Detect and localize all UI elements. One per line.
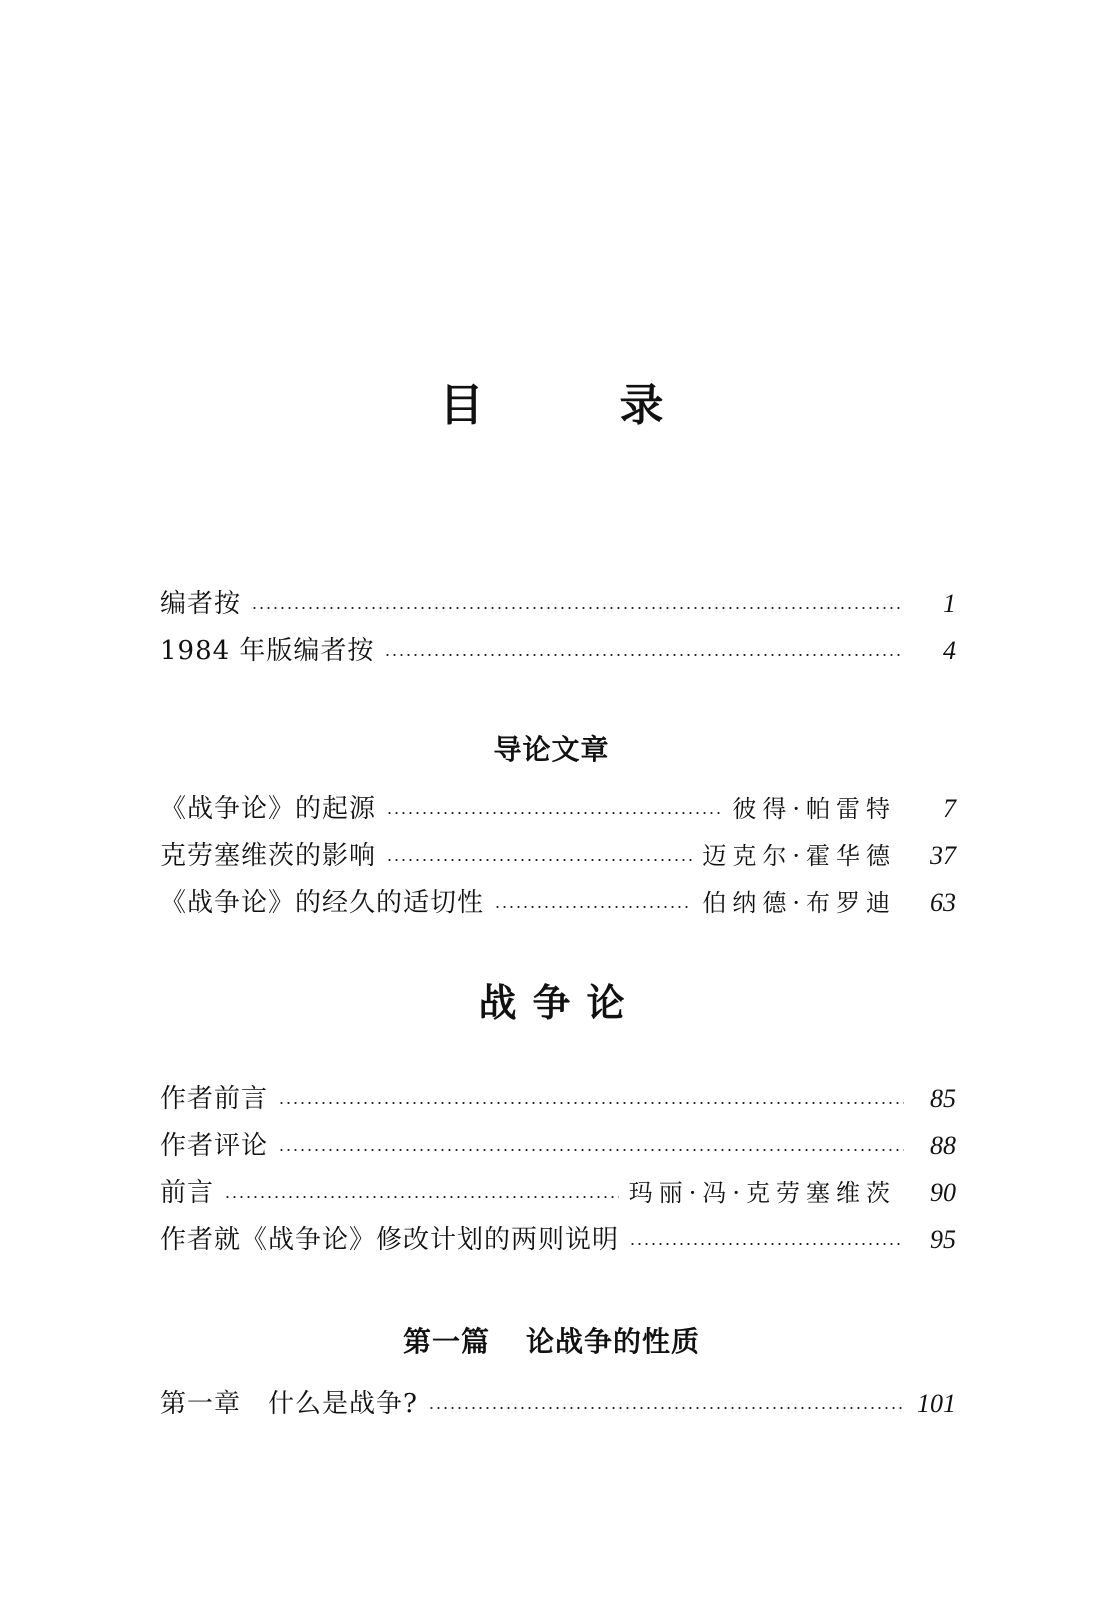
toc-entry-page: 63	[930, 888, 956, 917]
intro-section-heading: 导论文章	[493, 733, 610, 766]
dot-leader	[251, 607, 904, 609]
dot-leader	[494, 906, 692, 908]
toc-entry-author: 伯纳德·布罗迪	[702, 889, 896, 917]
toc-entry-author: 迈克尔·霍华德	[702, 842, 896, 870]
dot-leader	[386, 812, 722, 814]
toc-entry-title: 克劳塞维茨的影响	[160, 841, 377, 871]
toc-entry-page: 101	[917, 1389, 956, 1418]
part-heading	[0, 1322, 1103, 1362]
toc-entry-title: 1984 年版编者按	[160, 636, 375, 666]
toc-entry[interactable]	[160, 785, 956, 832]
toc-entry[interactable]	[160, 580, 956, 627]
toc-entry-page: 90	[930, 1178, 956, 1207]
toc-entry-page: 88	[930, 1131, 956, 1160]
toc-entry-title: 第一章 什么是战争?	[160, 1389, 418, 1419]
toc-entry[interactable]	[160, 832, 956, 879]
toc-entry-author: 玛丽·冯·克劳塞维茨	[628, 1179, 896, 1207]
toc-entry-title: 作者就《战争论》修改计划的两则说明	[160, 1225, 620, 1255]
dot-leader	[386, 859, 692, 861]
dot-leader	[428, 1407, 904, 1409]
toc-entry-page: 4	[943, 636, 956, 665]
toc-entry-page: 37	[930, 841, 956, 870]
part-name: 论战争的性质	[526, 1325, 701, 1358]
dot-leader	[278, 1102, 904, 1104]
toc-entry-page: 7	[943, 794, 956, 823]
toc-entry-title: 前言	[160, 1178, 215, 1208]
toc-entry-author: 彼得·帕雷特	[732, 795, 896, 823]
toc-entry[interactable]	[160, 627, 956, 674]
toc-entry-title: 作者前言	[160, 1084, 269, 1114]
page-title: 目 录	[439, 380, 710, 431]
toc-entry[interactable]	[160, 1122, 956, 1169]
toc-entry[interactable]	[160, 879, 956, 926]
toc-entry[interactable]	[160, 1216, 956, 1263]
intro-essays-list	[160, 785, 956, 926]
toc-entry-title: 《战争论》的起源	[160, 794, 377, 824]
dot-leader	[384, 654, 904, 656]
toc-entry-title: 《战争论》的经久的适切性	[160, 888, 485, 918]
dot-leader	[224, 1196, 619, 1198]
toc-entry-title: 编者按	[160, 589, 242, 619]
book-section-heading: 战争论	[478, 981, 641, 1025]
toc-entry-page: 85	[930, 1084, 956, 1113]
part-number: 第一篇	[402, 1325, 490, 1358]
toc-entry-title: 作者评论	[160, 1131, 269, 1161]
toc-entry[interactable]	[160, 1169, 956, 1216]
toc-entry[interactable]	[160, 1075, 956, 1122]
part-one-list	[160, 1380, 956, 1427]
front-matter-list	[160, 580, 956, 674]
book-front-list	[160, 1075, 956, 1263]
dot-leader	[629, 1243, 904, 1245]
toc-entry[interactable]	[160, 1380, 956, 1427]
toc-entry-page: 95	[930, 1225, 956, 1254]
toc-entry-page: 1	[943, 589, 956, 618]
dot-leader	[278, 1149, 904, 1151]
